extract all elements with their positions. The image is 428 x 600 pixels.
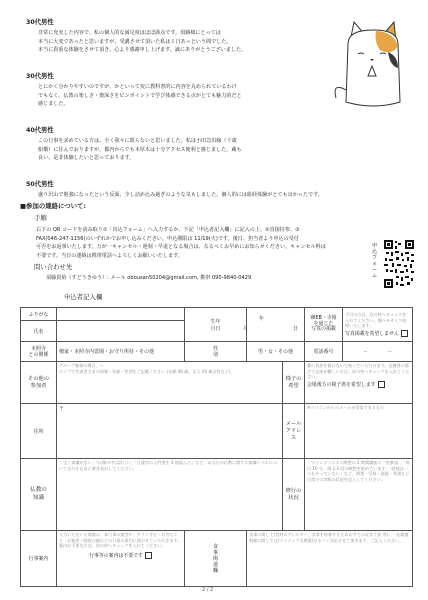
qr-label: 申込フォーム — [372, 243, 378, 279]
buddhism-knowledge-field[interactable] — [57, 459, 283, 531]
temple-relation-label: 本照寺 との関係 — [21, 342, 57, 362]
voice-body: 非常に充実した内容で、私の個人的な満足度はほぼ満点です。須藤様にとっては 本当に大変であったと思いますが、受講させて頂いた私は１日あっという間でした。 本当に貴重な体験をさせて頂き、心より感謝申し上げます。誠にありがとうございました。 — [38, 30, 247, 54]
practice-status-field[interactable] — [305, 459, 413, 531]
chair-request-label: 椅子の 希望 — [283, 362, 305, 404]
month-label: 月 — [243, 325, 248, 332]
photo-opt-out-label: 写真掲載を希望しません — [345, 330, 399, 337]
chair-request-hint: 膝に負担を掛けないで座っていただけます。足腰普の都合で正座が難しい方は、次の枠へチェックを入れてください。 — [307, 363, 410, 380]
event-info-cell — [57, 531, 185, 587]
voice-heading: 30代男性 — [26, 19, 54, 26]
photo-consent-note: 不可の方は、次の枠へチェックを入れてください。顔へモザイク処理いたします。 — [345, 312, 407, 329]
name-label: 氏名 — [21, 321, 57, 342]
email-hint: ※パソコンからのメールが受信できるもの — [307, 405, 384, 410]
buddhism-knowledge-label: 仏教の 知識 — [21, 459, 57, 531]
procedure-title: 手順 — [34, 214, 47, 222]
furigana-label: ふりがな — [21, 308, 57, 321]
qr-code-icon[interactable] — [383, 239, 415, 289]
voice-heading: 30代男性 — [26, 73, 54, 80]
meal-notes-label: 食 事 関 連 欄 — [185, 531, 247, 587]
gender-options[interactable]: 男・女・その他 — [247, 342, 305, 362]
voice-body: とにかく分かりやすいのですが、かといって変に教科書的に内容を丸められているわけ でもなく、仏教の楽しさ・奥深さをピンポイントで学び体感できる点がとても魅力的だと 感じました。 — [38, 84, 242, 108]
day-label: 日 — [293, 325, 298, 332]
email-label: メール アドレス — [283, 404, 305, 459]
birth-date-field[interactable] — [243, 308, 305, 342]
temple-relation-options[interactable]: 檀家・本照寺内霊園・お守り所持・その他 — [57, 342, 185, 362]
phone-field[interactable]: － － — [343, 342, 413, 362]
event-opt-out-checkbox[interactable] — [145, 552, 152, 559]
year-label: 年 — [259, 315, 264, 322]
other-participants-hint: グループ参加の場合、へ メイプで代表者さまの情報・年齢・性別をご記載ください (年齢 40 歳、女入 20 歳女性など)。 — [59, 363, 235, 374]
application-form — [20, 307, 413, 587]
name-field[interactable] — [57, 321, 185, 342]
chair-request-cell — [305, 362, 413, 404]
inquiry-contact: 須藤貴裕（すどうきゆう）: メール obousan50204@gmail.com, 携帯 090-9840-0429 — [46, 275, 252, 281]
event-opt-out-label: 行事等の案内は不要です — [89, 552, 143, 559]
voice-heading: 50代男性 — [26, 181, 54, 188]
form-title: 申込者記入欄 — [64, 293, 103, 301]
event-info-label: 行事案内 — [21, 531, 57, 587]
chair-request-label-option: 会場後方の椅子席を希望します — [307, 381, 376, 388]
other-participants-label: その他の 参加者 — [21, 362, 57, 404]
voice-body: この行事を求めている方は、全く我々に限らないと思いました。私は小田急沿線（千歳 船橋）に住んでおりますが、都内からでも本厚木は十分アクセス便利と感じました。蔵も 良い、是非体験したいと思っております。 — [38, 138, 242, 162]
practice-status-hint: 「マインドフルネス瞑想の 2 時間講座に一度参加。」「毎日 10 分、週 2,3 回の瞑想を始めています」「読経は一つもやっていない」など、瞑想・写経・読経・茶道など日常での実践の状況を記入してください。 — [307, 460, 410, 482]
event-info-hint: 入力いただいた情報は、本行事の運営や、テラコ寺ビ・お寺だより・お彼岸・除夜の鐘などの行事の案内に使わせていただきます。案内が不要な方は、次の枠へチェックを入れてください。 — [59, 532, 182, 549]
meal-notes-hint: 食事に関して(食材のアレルギー、食事を持参するためお寺での昼食不要 等)、一応精進料理に関しては(ライラックも勘案)なるべく対応させて頂きます。ご記入ください。 — [249, 532, 409, 543]
procedure-steps: 右下の QR コードを読み取り①「出込フォーム」へ入力するか、下記「申込者記入欄」に記入の上、②直接持参、③ FAX(046-247-1156)のいずれかでお申し込みください。申込期限は 11/19(火)です。後日、担当者より申込の受付 可否をお返事いたします。万が一キャンセル・遅刻・早退となる場合は、なるべくお早めにお知らせください。キャンセル料は 不要です。当日の連絡は携帯電話へよろしくお願いいたします。 — [36, 227, 326, 259]
birth-label: 生年 月日 — [185, 308, 247, 342]
other-participants-field[interactable] — [57, 362, 283, 404]
buddhism-knowledge-hint: 「全く知識がない」「仏像の中は詳しい」「日蓮宗の入門書を 3 冊読んだ」など、あなたの仏教に関する知識レベルについて自分を自由に書き表わしてください。 — [59, 460, 277, 471]
address-label: 住所 — [21, 404, 57, 459]
inquiry-title: 問い合わせ先 — [34, 263, 73, 271]
photo-opt-out-checkbox[interactable] — [401, 330, 408, 337]
section-title: ■参加の連絡について: — [20, 202, 86, 210]
page-number: 2 / 2 — [202, 587, 214, 593]
gender-label: 性 別 — [185, 342, 247, 362]
email-field[interactable] — [305, 404, 413, 459]
furigana-field[interactable] — [57, 308, 185, 321]
chair-request-checkbox[interactable] — [378, 381, 385, 388]
meal-notes-field[interactable] — [247, 531, 413, 587]
photo-consent-cell — [343, 308, 413, 342]
address-field[interactable] — [57, 404, 283, 459]
phone-label: 電話番号 — [305, 342, 343, 362]
voice-heading: 40代男性 — [26, 127, 54, 134]
web-photo-label: WEB・寺報 を通じた 写真の掲載 — [305, 308, 343, 342]
practice-status-label: 修行の 状況 — [283, 459, 305, 531]
postal-mark: 〒 — [59, 406, 64, 412]
praying-cat-illustration — [328, 12, 418, 112]
voice-body: 盛り沢山で勉強になったという反面、少し詰め込み過ぎのような気もしました。個人的には総経体験がとても良かったです。 — [38, 192, 323, 198]
